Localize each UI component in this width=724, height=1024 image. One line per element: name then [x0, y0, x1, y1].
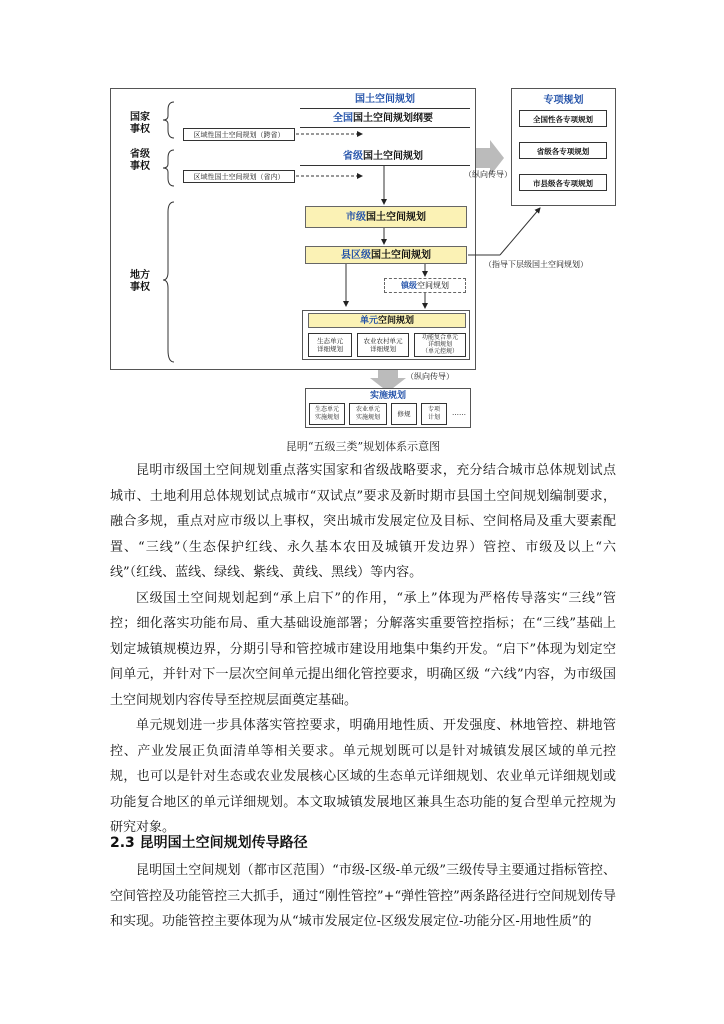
municipal-plan-prefix: 市级 — [346, 212, 366, 223]
impl-more: …… — [452, 409, 466, 417]
paragraph-3: 单元规划进一步具体落实管控要求，明确用地性质、开发强度、林地管控、耕地管控、产业发展正负面清单等相关要求。单元规划既可以是针对城镇发展区域的单元控规，也可以是针对生态或农业发展核心区域的生态单元详细规划、农业单元详细规划或功能复合地区的单元详细规划。本文取城镇发展地区兼具生态功能的复合型单元控规为研究对象。 — [110, 718, 616, 835]
impl-agriculture — [349, 403, 387, 425]
authority-national: 国家 事权 — [130, 112, 150, 135]
paragraph-2: 区级国土空间规划起到“承上启下”的作用，“承上”体现为严格传导落实“三线”管控；细化落实功能布局、重大基础设施部署；分解落实重要管控指标；在“三线”基础上划定城镇规模边界，分期引导和管控城市建设用地集中集约开发。“启下”体现为划定空间单元，并针对下一层次空间单元提出细化管控要求，明确区级 “六线”内容，为市级国土空间规划内容传导至控规层面奠定基础。 — [110, 590, 616, 708]
unit-plan-rest: 空间规划 — [378, 316, 415, 326]
vertical-transmission-right: （纵向传导） — [464, 170, 512, 179]
national-plan-rest: 国土空间规划纲要 — [353, 113, 433, 124]
guide-lower-label: （指导下层级国土空间规划） — [484, 260, 588, 269]
implementation-title: 实施规划 — [369, 391, 406, 401]
paragraph-1: 昆明市级国土空间规划重点落实国家和省级战略要求，充分结合城市总体规划试点城市、土地利用总体规划试点城市“双试点”要求及新时期市县国土空间规划编制要求，融合多规，重点对应市级以上事权，突出城市发展定位及目标、空间格局及重大要素配置、“三线”（生态保护红线、永久基本农田及城镇开发边界）管控、市级及以上“六线”（红线、蓝线、绿线、紫线、黄线、黑线）等内容。 — [110, 463, 616, 580]
national-plan-prefix: 全国 — [333, 113, 353, 124]
regional-plan-in-province-label: 区域性国土空间规划（省内） — [193, 173, 285, 181]
unit-sub-ecology-label: 生态单元 详细规划 — [317, 337, 343, 353]
special-plan-national-label: 全国性各专项规划 — [533, 115, 593, 124]
impl-special — [421, 403, 447, 425]
authority-provincial: 省级 事权 — [130, 149, 150, 172]
paragraph-4: 昆明国土空间规划（都市区范围）“市级-区级-单元级”三级传导主要通过指标管控、空间管控及功能管控三大抓手，通过“刚性管控”+“弹性管控”两条路径进行空间规划传导和实现。功能管控主要体现为从“城市发展定位-区级发展定位-功能分区-用地性质”的 — [110, 863, 616, 929]
body-text-2 — [110, 858, 616, 935]
town-plan-prefix: 镇级 — [401, 281, 417, 290]
regional-plan-cross-province-label: 区域性国土空间规划（跨省） — [193, 131, 285, 139]
impl-agriculture-label: 农业单元 实施规划 — [355, 406, 380, 421]
town-plan-rest: 空间规划 — [417, 281, 449, 290]
county-plan-prefix: 县区级 — [341, 250, 371, 261]
impl-detailed-label: 修规 — [397, 410, 411, 418]
impl-detailed — [391, 403, 417, 425]
authority-local: 地方 事权 — [130, 270, 150, 293]
municipal-plan-rest: 国土空间规划 — [366, 212, 426, 223]
special-plan-provincial-label: 省级各专项规划 — [536, 147, 590, 156]
impl-ecology-label: 生态单元 实施规划 — [314, 406, 339, 421]
special-plans-title: 专项规划 — [543, 95, 584, 106]
unit-plan-prefix: 单元 — [359, 316, 378, 326]
body-text — [110, 458, 616, 841]
impl-ecology — [309, 403, 345, 425]
provincial-plan-rest: 国土空间规划 — [363, 151, 423, 162]
unit-sub-agriculture-label: 农业农村单元 详细规划 — [363, 337, 403, 353]
provincial-plan-prefix: 省级 — [343, 151, 363, 162]
figure-caption: 昆明“五级三类”规划体系示意图 — [285, 440, 441, 453]
section-heading: 2.3 昆明国土空间规划传导路径 — [110, 835, 308, 851]
diagram-connectors — [0, 0, 724, 440]
county-plan-rest: 国土空间规划 — [371, 250, 431, 261]
unit-sub-composite-label: 功能复合单元 详细规划 （单元控规） — [421, 334, 458, 355]
vertical-transmission-bottom: （纵向传导） — [406, 372, 454, 381]
main-plan-title: 国土空间规划 — [355, 94, 415, 105]
impl-special-label: 专项 计划 — [427, 406, 440, 421]
special-plan-municipal-label: 市县级各专项规划 — [533, 179, 593, 188]
